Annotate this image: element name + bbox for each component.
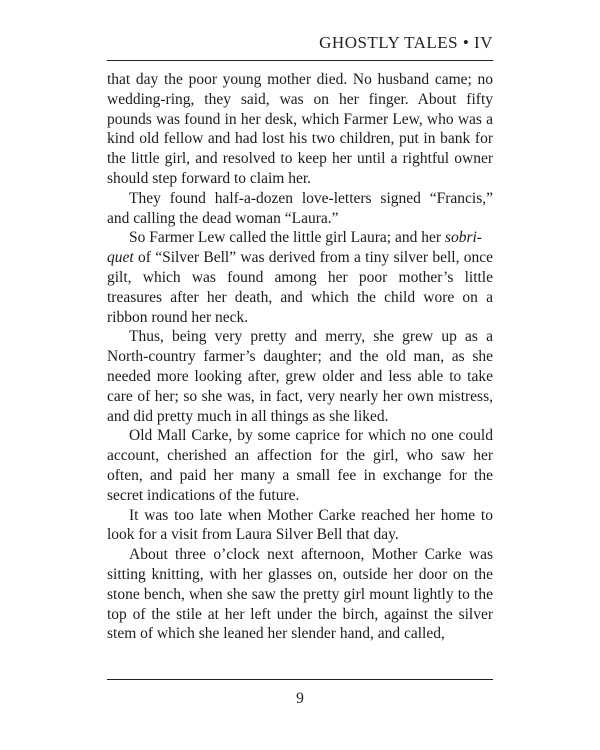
paragraph-3-part-1: So Farmer Lew called the little girl Laura; and her [129, 229, 445, 247]
paragraph-1: that day the poor young mother died. No husband came; no wedding-ring, they said, was on her finger. About fifty pounds was found in her desk, which Farmer Lew, who was a kind old fellow and had lost his two children, put in bank for the little girl, and resolved to keep her until a rightful owner should step forward to claim her. [107, 71, 493, 187]
paragraph-3-part-2: of “Silver Bell” was derived from a tiny silver bell, once gilt, which was found among her poor mother’s little treasures after her death, and which the child wore on a ribbon round her neck. [107, 249, 493, 326]
footer-rule [107, 679, 493, 680]
body-text [107, 70, 493, 644]
paragraph-5: Old Mall Carke, by some caprice for which no one could account, cherished an affection for the girl, who saw her often, and paid her many a small fee in exchange for the secret indications of the future. [107, 427, 493, 504]
sobriquet-italic-b: quet [107, 249, 134, 267]
running-head: GHOSTLY TALES • IV [319, 33, 493, 52]
paragraph-4: Thus, being very pretty and merry, she grew up as a North-country farmer’s daughter; and the old man, as she needed more looking after, grew older and less able to take care of her; so she was, in fact, very nearly her own mistress, and did pretty much in all things as she liked. [107, 328, 493, 425]
sobriquet-italic-a: sobri- [444, 229, 482, 247]
page-number: 9 [296, 690, 304, 707]
paragraph-3 [107, 228, 493, 327]
paragraph-2: They found half-a-dozen love-letters signed “Francis,” and calling the dead woman “Laura.” [107, 189, 493, 227]
header-rule [107, 60, 493, 61]
paragraph-7: About three o’clock next afternoon, Mother Carke was sitting knitting, with her glasses on, outside her door on the stone bench, when she saw the pretty girl mount lightly to the top of the stile at her left under the birch, against the silver stem of which she leaned her slender hand, and called, [107, 546, 493, 643]
paragraph-6: It was too late when Mother Carke reached her home to look for a visit from Laura Silver Bell that day. [107, 506, 493, 544]
